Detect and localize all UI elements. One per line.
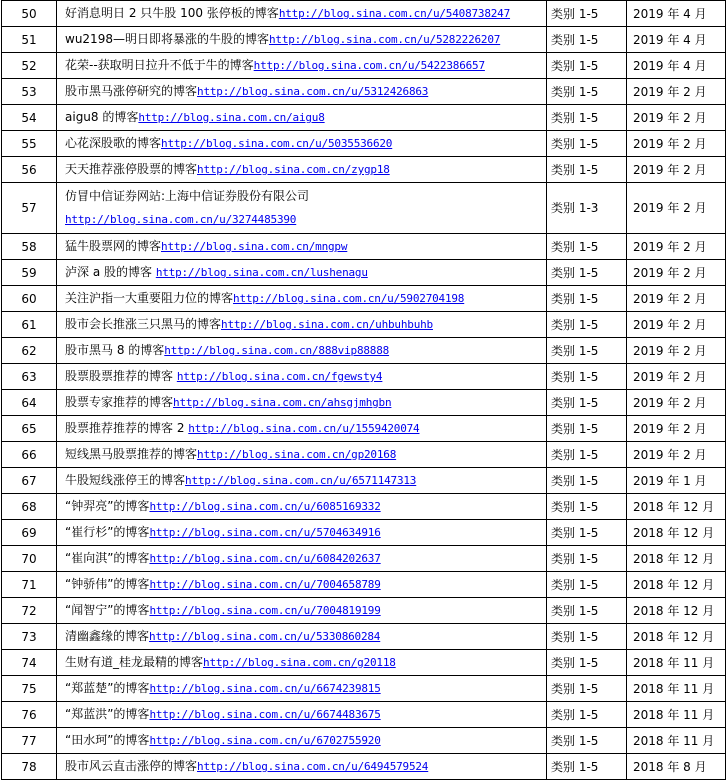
table-row	[2, 79, 726, 105]
blog-url-link[interactable]: http://blog.sina.com.cn/u/7004658789	[149, 578, 381, 591]
blog-list-table	[1, 0, 726, 780]
blog-name: 仿冒中信证券网站:上海中信证券股份有限公司	[65, 189, 310, 203]
table-row	[2, 728, 726, 754]
blog-cell	[57, 105, 547, 131]
row-number: 53	[2, 79, 57, 105]
blog-url-link[interactable]: http://blog.sina.com.cn/u/7004819199	[149, 604, 381, 617]
table-body	[2, 1, 726, 780]
row-number: 54	[2, 105, 57, 131]
blog-cell	[57, 728, 547, 754]
blog-url-link[interactable]: http://blog.sina.com.cn/g20118	[203, 656, 396, 669]
row-number: 71	[2, 572, 57, 598]
row-number: 75	[2, 676, 57, 702]
blog-name: 心花深股歌的博客	[65, 136, 162, 150]
row-number: 57	[2, 183, 57, 234]
date-cell: 2019 年 2 月	[627, 260, 726, 286]
blog-name: 生财有道_桂龙最精的博客	[65, 655, 204, 669]
blog-name: 股票专家推荐的博客	[65, 395, 174, 409]
row-number: 64	[2, 390, 57, 416]
blog-name: 泸深 a 股的博客	[65, 265, 156, 279]
category-cell: 类别 1-5	[547, 598, 627, 624]
table-row	[2, 546, 726, 572]
blog-name: 天天推荐涨停股票的博客	[65, 162, 198, 176]
table-row	[2, 468, 726, 494]
blog-name: 短线黑马股票推荐的博客	[65, 447, 198, 461]
row-number: 59	[2, 260, 57, 286]
blog-cell	[57, 157, 547, 183]
table-row	[2, 494, 726, 520]
date-cell: 2019 年 2 月	[627, 312, 726, 338]
date-cell: 2019 年 2 月	[627, 131, 726, 157]
table-row	[2, 676, 726, 702]
table-row	[2, 27, 726, 53]
row-number: 77	[2, 728, 57, 754]
date-cell: 2018 年 12 月	[627, 520, 726, 546]
date-cell: 2018 年 8 月	[627, 754, 726, 780]
blog-url-link[interactable]: http://blog.sina.com.cn/ahsgjmhgbn	[173, 396, 392, 409]
blog-cell	[57, 183, 547, 234]
row-number: 76	[2, 702, 57, 728]
category-cell: 类别 1-5	[547, 364, 627, 390]
row-number: 67	[2, 468, 57, 494]
category-cell: 类别 1-5	[547, 79, 627, 105]
blog-cell	[57, 260, 547, 286]
blog-name: 股市风云直击涨停的博客	[65, 759, 198, 773]
blog-name: 牛股短线涨停王的博客	[65, 473, 186, 487]
row-number: 70	[2, 546, 57, 572]
category-cell: 类别 1-5	[547, 442, 627, 468]
blog-url-link[interactable]: http://blog.sina.com.cn/u/5312426863	[197, 85, 429, 98]
blog-url-link[interactable]: http://blog.sina.com.cn/u/5408738247	[278, 7, 511, 20]
blog-name: 股市会长推涨三只黑马的博客	[65, 317, 222, 331]
category-cell: 类别 1-5	[547, 27, 627, 53]
date-cell: 2019 年 2 月	[627, 286, 726, 312]
category-cell: 类别 1-5	[547, 494, 627, 520]
table-row	[2, 260, 726, 286]
blog-url-link[interactable]: http://blog.sina.com.cn/u/6674483675	[149, 708, 381, 721]
blog-cell	[57, 702, 547, 728]
blog-cell	[57, 572, 547, 598]
category-cell: 类别 1-5	[547, 286, 627, 312]
blog-cell	[57, 53, 547, 79]
blog-url-link[interactable]: http://blog.sina.com.cn/mngpw	[161, 240, 348, 253]
table-row	[2, 754, 726, 780]
blog-name: “崔行杉”的博客	[65, 525, 150, 539]
row-number: 55	[2, 131, 57, 157]
blog-cell	[57, 468, 547, 494]
row-number: 58	[2, 234, 57, 260]
blog-url-link[interactable]: http://blog.sina.com.cn/gp20168	[197, 448, 397, 461]
row-number: 63	[2, 364, 57, 390]
blog-url-link[interactable]: http://blog.sina.com.cn/u/6702755920	[149, 734, 381, 747]
blog-url-link[interactable]: http://blog.sina.com.cn/u/6084202637	[149, 552, 381, 565]
date-cell: 2019 年 2 月	[627, 416, 726, 442]
category-cell: 类别 1-5	[547, 572, 627, 598]
row-number: 65	[2, 416, 57, 442]
date-cell: 2019 年 4 月	[627, 1, 726, 27]
row-number: 68	[2, 494, 57, 520]
blog-name: wu2198—明日即将暴涨的牛股的博客	[65, 32, 269, 46]
date-cell: 2019 年 2 月	[627, 390, 726, 416]
row-number: 66	[2, 442, 57, 468]
date-cell: 2019 年 2 月	[627, 79, 726, 105]
category-cell: 类别 1-5	[547, 312, 627, 338]
table-row	[2, 286, 726, 312]
blog-cell	[57, 79, 547, 105]
blog-url-link[interactable]: http://blog.sina.com.cn/u/5704634916	[149, 526, 381, 539]
blog-cell	[57, 546, 547, 572]
blog-cell	[57, 676, 547, 702]
table-row	[2, 1, 726, 27]
blog-name: 股票股票推荐的博客	[65, 369, 177, 383]
blog-url-link[interactable]: http://blog.sina.com.cn/u/6571147313	[185, 474, 417, 487]
category-cell: 类别 1-5	[547, 546, 627, 572]
category-cell: 类别 1-5	[547, 468, 627, 494]
blog-url-link[interactable]: http://blog.sina.com.cn/u/5330860284	[149, 630, 381, 643]
blog-url-link[interactable]: http://blog.sina.com.cn/u/5035536620	[161, 137, 393, 150]
table-row	[2, 53, 726, 79]
row-number: 78	[2, 754, 57, 780]
blog-name: 花荣--获取明日拉升不低于牛的博客	[65, 58, 254, 72]
table-row	[2, 234, 726, 260]
category-cell: 类别 1-5	[547, 754, 627, 780]
date-cell: 2018 年 12 月	[627, 624, 726, 650]
date-cell: 2019 年 2 月	[627, 442, 726, 468]
date-cell: 2019 年 2 月	[627, 105, 726, 131]
blog-cell	[57, 312, 547, 338]
row-number: 56	[2, 157, 57, 183]
category-cell: 类别 1-5	[547, 624, 627, 650]
blog-url-link[interactable]: http://blog.sina.com.cn/u/3274485390	[65, 213, 297, 226]
table-row	[2, 390, 726, 416]
table-row	[2, 312, 726, 338]
table-row	[2, 520, 726, 546]
blog-cell	[57, 1, 547, 27]
blog-cell	[57, 338, 547, 364]
date-cell: 2019 年 2 月	[627, 234, 726, 260]
blog-name: “郑蓝洪”的博客	[65, 707, 150, 721]
blog-url-link[interactable]: http://blog.sina.com.cn/fgewsty4	[176, 370, 383, 383]
table-row	[2, 702, 726, 728]
blog-cell	[57, 27, 547, 53]
blog-url-link[interactable]: http://blog.sina.com.cn/zygp18	[197, 163, 390, 176]
blog-cell	[57, 364, 547, 390]
category-cell: 类别 1-5	[547, 702, 627, 728]
blog-name: “田水珂”的博客	[65, 733, 150, 747]
table-row	[2, 624, 726, 650]
table-row	[2, 131, 726, 157]
row-number: 62	[2, 338, 57, 364]
date-cell: 2018 年 11 月	[627, 650, 726, 676]
category-cell: 类别 1-5	[547, 260, 627, 286]
category-cell: 类别 1-5	[547, 131, 627, 157]
blog-cell	[57, 416, 547, 442]
date-cell: 2019 年 4 月	[627, 27, 726, 53]
blog-cell	[57, 286, 547, 312]
blog-cell	[57, 624, 547, 650]
table-row	[2, 416, 726, 442]
category-cell: 类别 1-5	[547, 676, 627, 702]
blog-cell	[57, 754, 547, 780]
blog-name: “郑蓝楚”的博客	[65, 681, 150, 695]
blog-url-link[interactable]: http://blog.sina.com.cn/u/5902704198	[233, 292, 465, 305]
category-cell: 类别 1-5	[547, 157, 627, 183]
blog-name: “钟骄伟”的博客	[65, 577, 150, 591]
blog-name: 股票推荐推荐的博客 2	[65, 421, 189, 435]
table-row	[2, 364, 726, 390]
table-row	[2, 650, 726, 676]
blog-cell	[57, 598, 547, 624]
table-row	[2, 598, 726, 624]
row-number: 69	[2, 520, 57, 546]
row-number: 72	[2, 598, 57, 624]
date-cell: 2019 年 1 月	[627, 468, 726, 494]
category-cell: 类别 1-5	[547, 53, 627, 79]
table-row	[2, 183, 726, 234]
table-row	[2, 442, 726, 468]
category-cell: 类别 1-5	[547, 728, 627, 754]
blog-name: “崔向淇”的博客	[65, 551, 150, 565]
date-cell: 2018 年 12 月	[627, 494, 726, 520]
blog-cell	[57, 131, 547, 157]
blog-name: “闻智宁”的博客	[65, 603, 150, 617]
date-cell: 2018 年 12 月	[627, 598, 726, 624]
date-cell: 2018 年 11 月	[627, 728, 726, 754]
category-cell: 类别 1-5	[547, 338, 627, 364]
blog-cell	[57, 494, 547, 520]
category-cell: 类别 1-5	[547, 1, 627, 27]
date-cell: 2018 年 11 月	[627, 702, 726, 728]
blog-cell	[57, 650, 547, 676]
blog-cell	[57, 520, 547, 546]
blog-name: 关注沪指一大重要阻力位的博客	[65, 291, 234, 305]
row-number: 52	[2, 53, 57, 79]
date-cell: 2019 年 2 月	[627, 364, 726, 390]
category-cell: 类别 1-5	[547, 416, 627, 442]
blog-url-link[interactable]: http://blog.sina.com.cn/888vip88888	[164, 344, 390, 357]
blog-url-link[interactable]: http://blog.sina.com.cn/uhbuhbuhb	[221, 318, 433, 331]
row-number: 73	[2, 624, 57, 650]
row-number: 74	[2, 650, 57, 676]
blog-name: “钟羿亮”的博客	[65, 499, 150, 513]
blog-url-link[interactable]: http://blog.sina.com.cn/u/6085169332	[149, 500, 381, 513]
blog-url-link[interactable]: http://blog.sina.com.cn/u/5422386657	[253, 59, 485, 72]
blog-url-link[interactable]: http://blog.sina.com.cn/u/5282226207	[268, 33, 501, 46]
date-cell: 2019 年 2 月	[627, 183, 726, 234]
category-cell: 类别 1-5	[547, 650, 627, 676]
blog-name: 清幽鑫缘的博客	[65, 629, 150, 643]
row-number: 51	[2, 27, 57, 53]
date-cell: 2019 年 2 月	[627, 157, 726, 183]
row-number: 50	[2, 1, 57, 27]
category-cell: 类别 1-5	[547, 520, 627, 546]
blog-name: 股市黑马涨停研究的博客	[65, 84, 198, 98]
blog-name: aigu8 的博客	[65, 110, 139, 124]
category-cell: 类别 1-5	[547, 105, 627, 131]
blog-url-link[interactable]: http://blog.sina.com.cn/u/6494579524	[197, 760, 429, 773]
row-number: 60	[2, 286, 57, 312]
date-cell: 2019 年 4 月	[627, 53, 726, 79]
table-row	[2, 572, 726, 598]
blog-url-link[interactable]: http://blog.sina.com.cn/u/1559420074	[188, 422, 420, 435]
row-number: 61	[2, 312, 57, 338]
blog-cell	[57, 234, 547, 260]
blog-url-link[interactable]: http://blog.sina.com.cn/aigu8	[138, 111, 325, 124]
blog-name: 股市黑马 8 的博客	[65, 343, 165, 357]
category-cell: 类别 1-3	[547, 183, 627, 234]
blog-name: 猛牛股票网的博客	[65, 239, 162, 253]
category-cell: 类别 1-5	[547, 390, 627, 416]
date-cell: 2018 年 12 月	[627, 572, 726, 598]
table-row	[2, 338, 726, 364]
date-cell: 2018 年 12 月	[627, 546, 726, 572]
table-row	[2, 105, 726, 131]
blog-name: 好消息明日 2 只牛股 100 张停板的博客	[65, 6, 279, 20]
blog-url-link[interactable]: http://blog.sina.com.cn/u/6674239815	[149, 682, 381, 695]
date-cell: 2018 年 11 月	[627, 676, 726, 702]
blog-url-link[interactable]: http://blog.sina.com.cn/lushenagu	[155, 266, 368, 279]
blog-cell	[57, 442, 547, 468]
table-row	[2, 157, 726, 183]
date-cell: 2019 年 2 月	[627, 338, 726, 364]
blog-cell	[57, 390, 547, 416]
category-cell: 类别 1-5	[547, 234, 627, 260]
